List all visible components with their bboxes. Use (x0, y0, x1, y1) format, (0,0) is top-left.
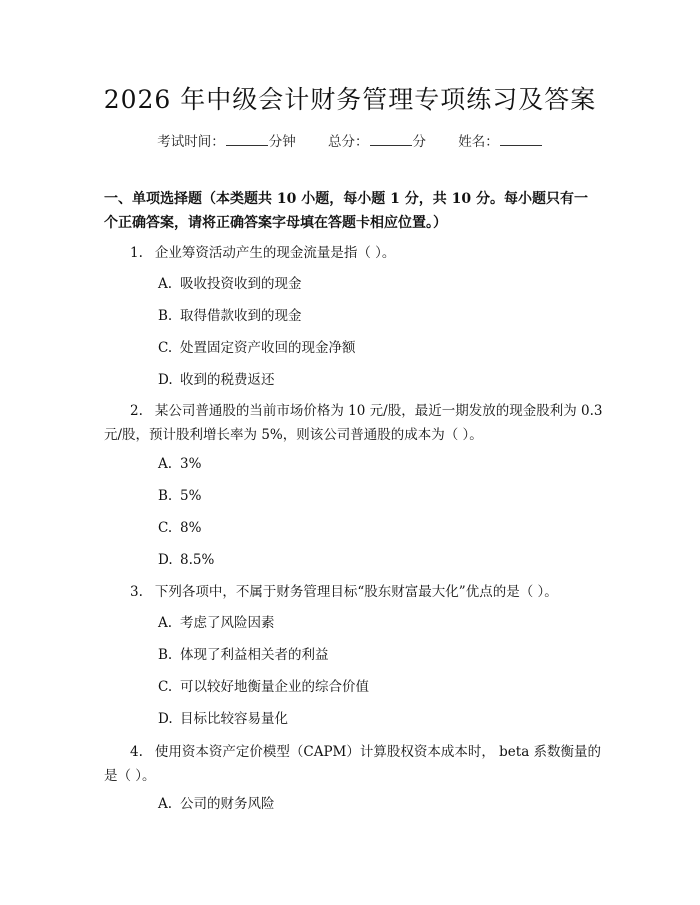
option-text: 体现了利益相关者的利益 (180, 647, 329, 663)
option-text: 取得借款收到的现金 (180, 308, 302, 324)
exam-meta (0, 130, 700, 150)
question-number: 4. (130, 744, 143, 760)
exam-time-field (157, 130, 296, 150)
option-text: 吸收投资收到的现金 (180, 276, 302, 292)
option-letter: C. (158, 340, 173, 356)
option-letter: B. (158, 647, 173, 663)
question-1-option-c (158, 338, 356, 358)
option-text: 处置固定资产收回的现金净额 (180, 340, 356, 356)
option-letter: A. (158, 615, 173, 631)
option-text: 收到的税费返还 (180, 372, 275, 388)
question-number: 1. (130, 245, 143, 261)
option-letter: A. (158, 456, 173, 472)
total-score-field (328, 130, 426, 150)
question-2-option-c (158, 518, 201, 538)
exam-time-label: 考试时间： (157, 134, 225, 150)
question-3-option-b (158, 645, 329, 665)
option-text: 3% (180, 456, 202, 472)
question-1-option-b (158, 306, 302, 326)
section-header-single-choice: 一、单项选择题（本类题共 10 小题，每小题 1 分，共 10 分。每小题只有一个正确答案，请将正确答案字母填在答题卡相应位置。） (104, 191, 588, 231)
option-text: 公司的财务风险 (180, 796, 275, 812)
question-text: 使用资本资产定价模型（CAPM）计算股权资本成本时， beta 系数衡量的是（ ）。 (104, 744, 602, 784)
question-text: 某公司普通股的当前市场价格为 10 元/股，最近一期发放的现金股利为 0.3 元/股，预计股利增长率为 5%，则该公司普通股的成本为（ ）。 (104, 403, 603, 443)
question-3 (104, 580, 604, 604)
question-3-option-c (158, 677, 369, 697)
option-text: 可以较好地衡量企业的综合价值 (180, 679, 369, 695)
option-letter: D. (158, 372, 173, 388)
total-score-unit: 分 (412, 134, 426, 150)
question-1-option-d (158, 370, 275, 390)
name-blank[interactable] (500, 133, 542, 146)
question-4-option-a (158, 794, 275, 814)
option-letter: C. (158, 679, 173, 695)
option-letter: D. (158, 552, 173, 568)
question-4 (104, 740, 604, 788)
question-3-option-a (158, 613, 275, 633)
total-score-label: 总分： (328, 134, 369, 150)
name-label: 姓名： (458, 134, 499, 150)
option-letter: D. (158, 711, 173, 727)
exam-time-blank[interactable] (226, 133, 268, 146)
question-2 (104, 399, 604, 447)
document-title: 2026 年中级会计财务管理专项练习及答案 (103, 85, 597, 114)
option-letter: B. (158, 488, 173, 504)
option-letter: A. (158, 276, 173, 292)
question-2-option-b (158, 486, 201, 506)
question-3-option-d (158, 709, 288, 729)
option-letter: A. (158, 796, 173, 812)
option-text: 5% (180, 488, 202, 504)
question-2-option-a (158, 454, 201, 474)
question-1-option-a (158, 274, 302, 294)
question-number: 2. (130, 403, 143, 419)
name-field (458, 130, 543, 150)
option-text: 考虑了风险因素 (180, 615, 275, 631)
question-1 (104, 241, 604, 265)
total-score-blank[interactable] (370, 133, 412, 146)
option-text: 8.5% (180, 552, 215, 568)
question-2-option-d (158, 550, 214, 570)
option-text: 目标比较容易量化 (180, 711, 288, 727)
exam-time-unit: 分钟 (268, 134, 296, 150)
option-text: 8% (180, 520, 202, 536)
question-text: 下列各项中，不属于财务管理目标“股东财富最大化”优点的是（ ）。 (154, 584, 558, 600)
option-letter: C. (158, 520, 173, 536)
question-number: 3. (130, 584, 143, 600)
question-text: 企业筹资活动产生的现金流量是指（ ）。 (154, 245, 396, 261)
option-letter: B. (158, 308, 173, 324)
